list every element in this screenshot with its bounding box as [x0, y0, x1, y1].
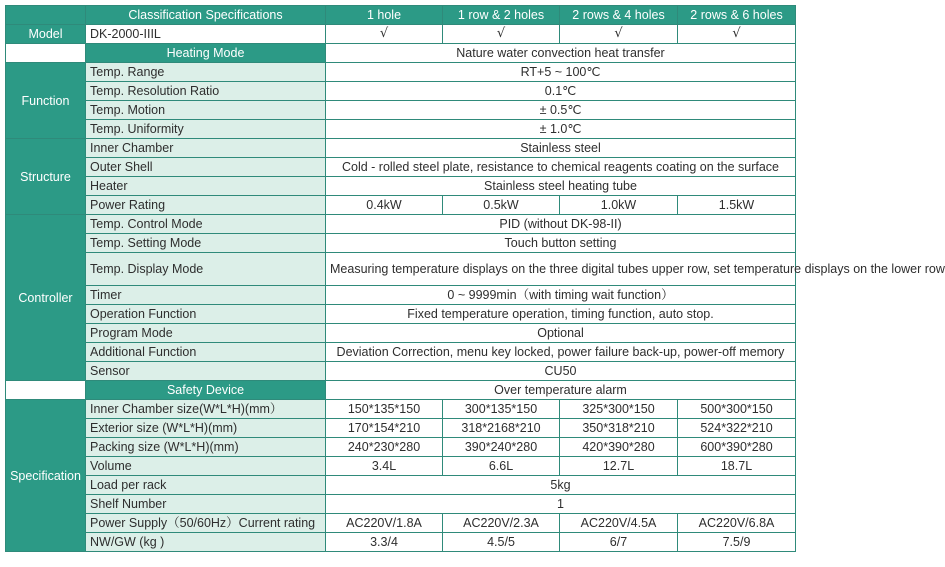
header-col-4: 2 rows & 6 holes: [678, 6, 796, 25]
row-value: 524*322*210: [678, 419, 796, 438]
heating-spacer: [6, 44, 86, 63]
row-value: 420*390*280: [560, 438, 678, 457]
specification-row: [6, 419, 796, 438]
header-col-1: 1 hole: [326, 6, 443, 25]
row-value: Touch button setting: [326, 234, 796, 253]
function-row: [6, 63, 796, 82]
heating-value: Nature water convection heat transfer: [326, 44, 796, 63]
row-value: 0 ~ 9999min（with timing wait function）: [326, 286, 796, 305]
row-value: 150*135*150: [326, 400, 443, 419]
row-value: 6.6L: [443, 457, 560, 476]
row-value: AC220V/1.8A: [326, 514, 443, 533]
row-value: 318*2168*210: [443, 419, 560, 438]
row-value: 3.3/4: [326, 533, 443, 552]
row-label: Power Rating: [86, 196, 326, 215]
row-value: RT+5 ~ 100℃: [326, 63, 796, 82]
header-corner: [6, 6, 86, 25]
row-label: Sensor: [86, 362, 326, 381]
row-label: Outer Shell: [86, 158, 326, 177]
row-label: Timer: [86, 286, 326, 305]
row-label: NW/GW (kg ): [86, 533, 326, 552]
row-label: Temp. Setting Mode: [86, 234, 326, 253]
heating-row: [6, 44, 796, 63]
row-value: Stainless steel: [326, 139, 796, 158]
row-value: 5kg: [326, 476, 796, 495]
safety-label: Safety Device: [86, 381, 326, 400]
row-label: Heater: [86, 177, 326, 196]
row-value: 0.1℃: [326, 82, 796, 101]
row-value: Deviation Correction, menu key locked, power failure back-up, power-off memory: [326, 343, 796, 362]
row-value: Cold - rolled steel plate, resistance to chemical reagents coating on the surface: [326, 158, 796, 177]
controller-row: [6, 253, 796, 286]
row-value: PID (without DK-98-II): [326, 215, 796, 234]
structure-row: [6, 196, 796, 215]
controller-row: [6, 286, 796, 305]
row-value: 6/7: [560, 533, 678, 552]
row-label: Volume: [86, 457, 326, 476]
row-value: 12.7L: [560, 457, 678, 476]
row-value: 325*300*150: [560, 400, 678, 419]
row-value: CU50: [326, 362, 796, 381]
row-label: Temp. Resolution Ratio: [86, 82, 326, 101]
specification-group-label: Specification: [6, 400, 86, 552]
row-value: ± 1.0℃: [326, 120, 796, 139]
model-label: Model: [6, 25, 86, 44]
row-label: Additional Function: [86, 343, 326, 362]
row-value: 350*318*210: [560, 419, 678, 438]
row-label: Temp. Motion: [86, 101, 326, 120]
specification-row: [6, 495, 796, 514]
controller-group-label: Controller: [6, 215, 86, 381]
row-value: 300*135*150: [443, 400, 560, 419]
header-title: Classification Specifications: [86, 6, 326, 25]
row-value: 500*300*150: [678, 400, 796, 419]
model-value: DK-2000-IIIL: [86, 25, 326, 44]
header-col-2: 1 row & 2 holes: [443, 6, 560, 25]
controller-row: [6, 305, 796, 324]
specification-row: [6, 400, 796, 419]
header-col-3: 2 rows & 4 holes: [560, 6, 678, 25]
row-value: 600*390*280: [678, 438, 796, 457]
row-value: AC220V/4.5A: [560, 514, 678, 533]
row-value: 0.5kW: [443, 196, 560, 215]
row-value: 4.5/5: [443, 533, 560, 552]
structure-row: [6, 139, 796, 158]
row-value: AC220V/6.8A: [678, 514, 796, 533]
row-label: Operation Function: [86, 305, 326, 324]
row-label: Inner Chamber size(W*L*H)(mm）: [86, 400, 326, 419]
row-value: 3.4L: [326, 457, 443, 476]
function-group-label: Function: [6, 63, 86, 139]
specification-row: [6, 514, 796, 533]
structure-row: [6, 158, 796, 177]
specification-row: [6, 457, 796, 476]
controller-row: [6, 234, 796, 253]
row-label: Load per rack: [86, 476, 326, 495]
row-label: Power Supply（50/60Hz）Current rating: [86, 514, 326, 533]
model-row: [6, 25, 796, 44]
row-label: Program Mode: [86, 324, 326, 343]
row-label: Packing size (W*L*H)(mm): [86, 438, 326, 457]
row-value: 240*230*280: [326, 438, 443, 457]
row-value: Optional: [326, 324, 796, 343]
specification-table: [5, 5, 945, 552]
row-label: Temp. Uniformity: [86, 120, 326, 139]
row-value: AC220V/2.3A: [443, 514, 560, 533]
checkmark-icon: √: [560, 25, 678, 44]
row-value: ± 0.5℃: [326, 101, 796, 120]
row-value: 7.5/9: [678, 533, 796, 552]
row-value: 170*154*210: [326, 419, 443, 438]
row-value: 1.5kW: [678, 196, 796, 215]
row-value: Measuring temperature displays on the three digital tubes upper row, set temperature displays on the lower row: [326, 253, 796, 286]
header-row: [6, 6, 796, 25]
controller-row: [6, 362, 796, 381]
controller-row: [6, 343, 796, 362]
row-value: 18.7L: [678, 457, 796, 476]
structure-group-label: Structure: [6, 139, 86, 215]
function-row: [6, 82, 796, 101]
checkmark-icon: √: [326, 25, 443, 44]
heating-label: Heating Mode: [86, 44, 326, 63]
row-value: 1: [326, 495, 796, 514]
controller-row: [6, 215, 796, 234]
row-label: Shelf Number: [86, 495, 326, 514]
checkmark-icon: √: [443, 25, 560, 44]
controller-row: [6, 324, 796, 343]
safety-spacer: [6, 381, 86, 400]
row-label: Temp. Range: [86, 63, 326, 82]
specification-row: [6, 438, 796, 457]
function-row: [6, 101, 796, 120]
safety-value: Over temperature alarm: [326, 381, 796, 400]
row-value: Stainless steel heating tube: [326, 177, 796, 196]
row-value: 0.4kW: [326, 196, 443, 215]
row-label: Inner Chamber: [86, 139, 326, 158]
row-label: Exterior size (W*L*H)(mm): [86, 419, 326, 438]
row-value: Fixed temperature operation, timing function, auto stop.: [326, 305, 796, 324]
function-row: [6, 120, 796, 139]
row-value: 390*240*280: [443, 438, 560, 457]
specification-row: [6, 533, 796, 552]
row-value: 1.0kW: [560, 196, 678, 215]
safety-row: [6, 381, 796, 400]
specification-row: [6, 476, 796, 495]
checkmark-icon: √: [678, 25, 796, 44]
row-label: Temp. Control Mode: [86, 215, 326, 234]
row-label: Temp. Display Mode: [86, 253, 326, 286]
structure-row: [6, 177, 796, 196]
